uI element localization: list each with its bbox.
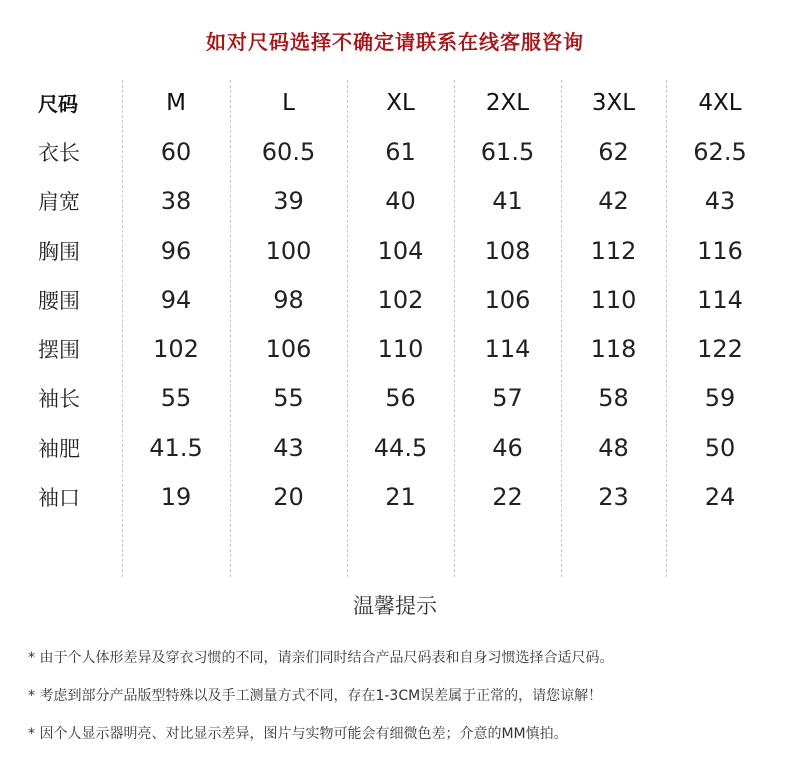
measurement-value: 50	[704, 433, 736, 462]
measurement-value: 62.5	[693, 137, 747, 166]
measurement-value: 59	[704, 384, 736, 413]
measurement-value: 43	[704, 187, 736, 216]
measurement-value: 112	[590, 236, 637, 265]
measurement-label: 袖肥	[38, 436, 80, 461]
measurement-value: 57	[492, 384, 523, 413]
measurement-value: 22	[492, 483, 523, 512]
measurement-value: 108	[484, 236, 531, 265]
measurement-value: 42	[598, 187, 629, 216]
measurement-value: 39	[273, 187, 304, 216]
size-consult-banner: 如对尺码选择不确定请联系在线客服咨询	[206, 30, 584, 54]
measurement-value: 55	[160, 384, 192, 413]
measurement-value: 102	[153, 335, 199, 364]
size-chart-table	[38, 78, 774, 522]
measurement-value: 100	[265, 236, 312, 265]
size-header: XL	[386, 89, 415, 116]
measurement-value: 106	[484, 285, 531, 314]
table-row	[38, 472, 774, 521]
measurement-value: 41	[492, 187, 523, 216]
size-header: 3XL	[591, 89, 636, 116]
measurement-value: 61.5	[480, 137, 535, 166]
measurement-value: 122	[697, 335, 743, 364]
measurement-value: 24	[704, 483, 736, 512]
measurement-value: 40	[385, 187, 416, 216]
measurement-value: 44.5	[373, 433, 428, 462]
measurement-value: 94	[160, 285, 192, 314]
size-header: 4XL	[698, 89, 742, 116]
table-row	[38, 324, 774, 373]
table-row	[38, 177, 774, 226]
tip-item: * 考虑到部分产品版型特殊以及手工测量方式不同，存在1-3CM误差属于正常的，请您谅解！	[28, 688, 603, 704]
measurement-label: 袖长	[38, 387, 80, 412]
measurement-value: 41.5	[149, 433, 203, 462]
measurement-value: 114	[697, 285, 743, 314]
measurement-label: 肩宽	[38, 190, 80, 215]
tips-title: 温馨提示	[353, 594, 437, 618]
measurement-value: 61	[385, 137, 416, 166]
measurement-value: 46	[492, 433, 523, 462]
tip-item: * 因个人显示器明亮、对比显示差异，图片与实物可能会有细微色差；介意的MM慎拍。	[28, 726, 568, 742]
table-row	[38, 127, 774, 176]
measurement-value: 19	[160, 483, 192, 512]
table-row	[38, 423, 774, 472]
table-row	[38, 374, 774, 423]
tip-item: * 由于个人体形差异及穿衣习惯的不同，请亲们同时结合产品尺码表和自身习惯选择合适尺码。	[28, 650, 614, 666]
measurement-label: 摆围	[38, 338, 80, 363]
measurement-value: 60.5	[261, 137, 316, 166]
measurement-value: 62	[598, 137, 629, 166]
measurement-value: 114	[484, 335, 531, 364]
size-header-label: 尺码	[38, 92, 78, 117]
measurement-value: 110	[377, 335, 424, 364]
measurement-value: 58	[598, 384, 629, 413]
measurement-value: 106	[265, 335, 312, 364]
measurement-value: 60	[160, 137, 192, 166]
table-row	[38, 275, 774, 324]
measurement-label: 腰围	[38, 288, 80, 313]
measurement-value: 98	[273, 285, 304, 314]
measurement-label: 袖口	[38, 486, 80, 511]
size-header: M	[166, 89, 186, 116]
measurement-value: 48	[598, 433, 629, 462]
measurement-label: 胸围	[38, 239, 80, 264]
measurement-value: 55	[273, 384, 304, 413]
measurement-value: 20	[273, 483, 304, 512]
tips-list	[28, 648, 788, 762]
table-row	[38, 226, 774, 275]
measurement-value: 102	[377, 285, 424, 314]
measurement-value: 96	[160, 236, 192, 265]
size-header: L	[282, 89, 295, 116]
measurement-value: 118	[590, 335, 637, 364]
measurement-value: 116	[697, 236, 743, 265]
measurement-label: 衣长	[38, 140, 80, 165]
measurement-value: 56	[385, 384, 416, 413]
size-header: 2XL	[485, 89, 530, 116]
measurement-value: 43	[273, 433, 304, 462]
measurement-value: 110	[590, 285, 637, 314]
measurement-value: 21	[385, 483, 416, 512]
measurement-value: 38	[160, 187, 192, 216]
measurement-value: 104	[377, 236, 424, 265]
table-header-row	[38, 78, 774, 127]
measurement-value: 23	[598, 483, 629, 512]
